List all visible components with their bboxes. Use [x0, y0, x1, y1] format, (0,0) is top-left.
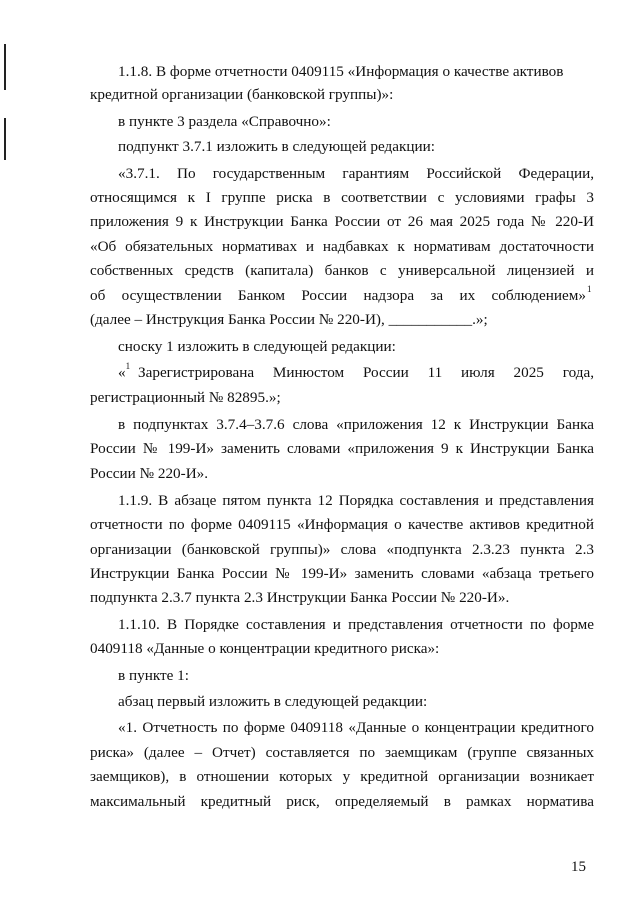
- text-line: «1. Отчетность по форме 0409118 «Данные о концентрации кредитного: [118, 719, 594, 736]
- text-line: регистрационный № 82895.»;: [90, 389, 281, 406]
- margin-mark: [4, 44, 6, 90]
- text-line: России № 199-И» заменить словами «приложения 9 к Инструкции Банка: [90, 440, 594, 457]
- text-line: 1.1.9. В абзаце пятом пункта 12 Порядка составления и представления: [118, 492, 594, 509]
- text-line: России № 220-И».: [90, 465, 209, 482]
- quote-mark: «: [118, 364, 126, 381]
- page-number: 15: [571, 859, 586, 875]
- text-line: в пункте 3 раздела «Справочно»:: [118, 113, 331, 130]
- text-line: об осуществлении Банком России надзора за их соблюдением»: [90, 287, 586, 304]
- text-line: приложения 9 к Инструкции Банка России от 26 мая 2025 года № 220-И: [90, 213, 594, 230]
- text-line: подпункта 2.3.7 пункта 2.3 Инструкции Банка России № 220-И».: [90, 589, 510, 606]
- footnote-marker: 1: [125, 360, 131, 371]
- text-line: 0409118 «Данные о концентрации кредитного риска»:: [90, 640, 440, 657]
- text-line: абзац первый изложить в следующей редакции:: [118, 693, 428, 710]
- text-line: риска» (далее – Отчет) составляется по заемщикам (группе связанных: [90, 744, 594, 761]
- text-line: 1.1.10. В Порядке составления и представления отчетности по форме: [118, 616, 594, 633]
- text-line: относящимся к I группе риска в соответствии с условиями графы 3: [90, 189, 594, 206]
- text-line: [118, 360, 131, 382]
- text-line: (далее – Инструкция Банка России № 220-И), ___________.»;: [90, 311, 488, 328]
- text-line: «3.7.1. По государственным гарантиям Российской Федерации,: [118, 165, 594, 182]
- text-line: отчетности по форме 0409115 «Информация о качестве активов кредитной: [90, 516, 594, 533]
- text-line: организации (банковской группы)» слова «подпункта 2.3.23 пункта 2.3: [90, 541, 594, 558]
- text-line: 1.1.8. В форме отчетности 0409115 «Информация о качестве активов: [118, 63, 564, 80]
- text-line: максимальный кредитный риск, определяемый в рамках норматива: [90, 793, 594, 810]
- document-page: 1.1.8. В форме отчетности 0409115 «Информация о качестве активов кредитной организации (банковской группы)»: в пункте 3 раздела «Справочно»: подпункт 3.7.1 изложить в следующей редакции: «3.7.1. По государственным гарантиям Российской Федерации, относящимся к I группе риска в соответствии с условиями графы 3 приложения 9 к Инструкции Банка России от 26 мая 2025 года № 220-И «Об обязательных нормативах и надбавках к нормативам достаточности собственных средств (капитала) банков с универсальной лицензией и об осуществлении Банком России надзора за их соблюдением» 1 (далее – Инструкция Банка России № 220-И), ___________.»; сноску 1 изложить в следующей редакции: «$^1$ Зарегистрирована Минюстом России 11 июля 2025 года, регистрационный № 82895.»; в подпунктах 3.7.4–3.7.6 слова «приложения 12 к Инструкции Банка России № 199-И» заменить словами «приложения 9 к Инструкции Банка России № 220-И». 1.1.9. В абзаце пятом пункта 12 Порядка составления и представления отчетности по форме 0409115 «Информация о качестве активов кредитной организации (банковской группы)» слова «подпункта 2.3.23 пункта 2.3 Инструкции Банка России № 199-И» заменить словами «абзаца третьего подпункта 2.3.7 пункта 2.3 Инструкции Банка России № 220-И». 1.1.10. В Порядке составления и представления отчетности по форме 0409118 «Данные о концентрации кредитного риска»: в пункте 1: абзац первый изложить в следующей редакции: «1. Отчетность по форме 0409118 «Данные о концентрации кредитного риска» (далее – Отчет) составляется по заемщикам (группе связанных заемщиков), в отношении которых у кредитной организации возникает максимальный кредитный риск, определяемый в рамках норматива 15: [0, 0, 640, 905]
- text-line: подпункт 3.7.1 изложить в следующей редакции:: [118, 138, 435, 155]
- text-line: собственных средств (капитала) банков с универсальной лицензией и: [90, 262, 594, 279]
- text-line: Зарегистрирована Минюстом России 11 июля 2025 года,: [138, 364, 594, 381]
- text-line: Инструкции Банка России № 199-И» заменить словами «абзаца третьего: [90, 565, 594, 582]
- margin-mark: [4, 118, 6, 160]
- text-line: в подпунктах 3.7.4–3.7.6 слова «приложения 12 к Инструкции Банка: [118, 416, 594, 433]
- text-line: заемщиков), в отношении которых у кредитной организации возникает: [90, 768, 594, 785]
- text-line: кредитной организации (банковской группы)»:: [90, 86, 394, 103]
- text-line: сноску 1 изложить в следующей редакции:: [118, 338, 396, 355]
- text-line: в пункте 1:: [118, 667, 189, 684]
- text-line: «Об обязательных нормативах и надбавках к нормативам достаточности: [90, 238, 594, 255]
